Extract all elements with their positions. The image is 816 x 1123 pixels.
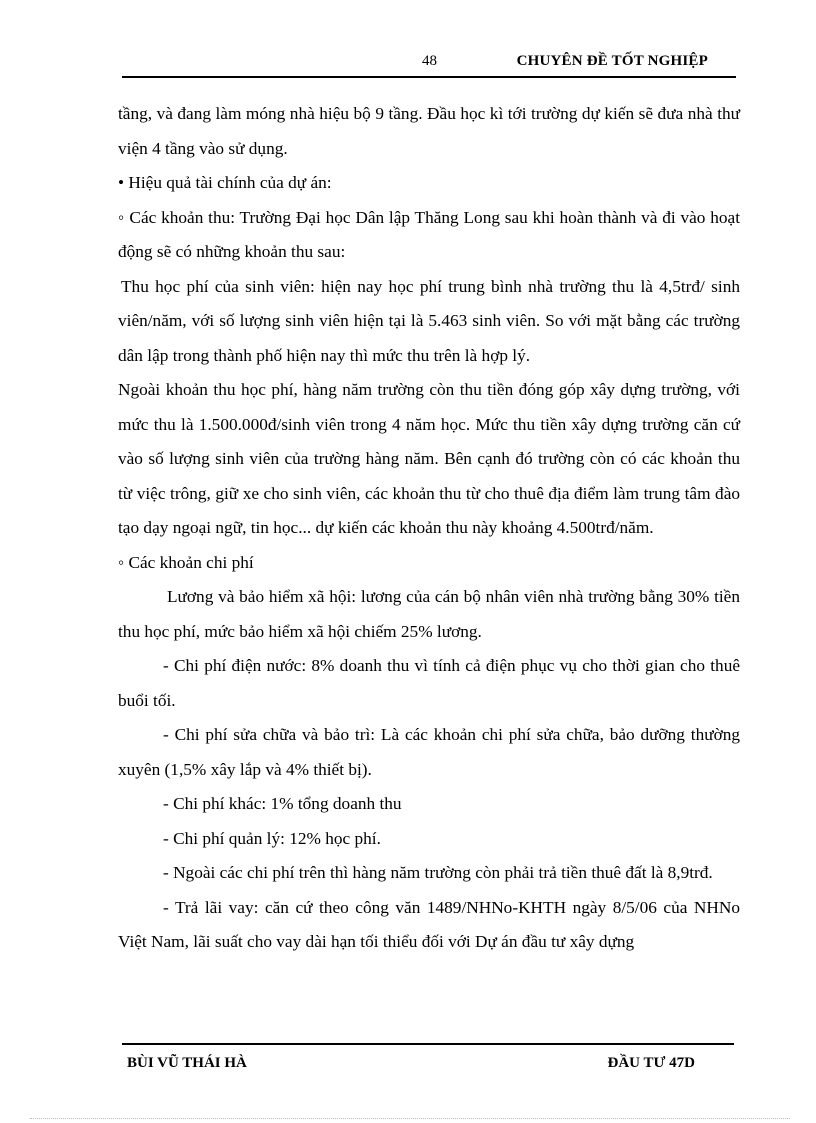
list-item: - Ngoài các chi phí trên thì hàng năm trường còn phải trả tiền thuê đất là 8,9trđ. bbox=[163, 863, 713, 882]
footer-rule bbox=[122, 1043, 734, 1045]
list-item: - Chi phí khác: 1% tổng doanh thu bbox=[163, 794, 402, 813]
paragraph: Ngoài khoản thu học phí, hàng năm trường còn thu tiền đóng góp xây dựng trường, với mức thu là 1.500.000đ/sinh viên trong 4 năm học. Mức thu tiền xây dựng trường căn cứ vào số lượng sinh viên của trường hàng năm. Bên cạnh đó trường còn có các khoản thu từ việc trông, giữ xe cho sinh viên, các khoản thu từ cho thuê địa điểm làm trung tâm đào tạo dạy ngoại ngữ, tin học... dự kiến các khoản thu này khoảng 4.500trđ/năm. bbox=[118, 380, 740, 537]
footer-class: ĐẦU TƯ 47D bbox=[607, 1055, 695, 1071]
section-heading: ◦ Các khoản chi phí bbox=[118, 552, 254, 572]
paragraph: Thu học phí của sinh viên: hiện nay học phí trung bình nhà trường thu là 4,5trđ/ sinh viên/năm, với số lượng sinh viên hiện tại là 5.463 sinh viên. So với mặt bằng các trường dân lập trong thành phố hiện nay thì mức thu trên là hợp lý. bbox=[118, 276, 740, 365]
page-number: 48 bbox=[422, 53, 437, 69]
page-edge bbox=[30, 1118, 790, 1119]
list-item: - Chi phí sửa chữa và bảo trì: Là các khoản chi phí sửa chữa, bảo dưỡng thường xuyên (1,5% xây lắp và 4% thiết bị). bbox=[118, 725, 740, 779]
header-title: CHUYÊN ĐỀ TỐT NGHIỆP bbox=[516, 53, 708, 69]
list-item: - Chi phí quản lý: 12% học phí. bbox=[163, 828, 381, 848]
paragraph: Lương và bảo hiểm xã hội: lương của cán bộ nhân viên nhà trường bằng 30% tiền thu học phí, mức bảo hiểm xã hội chiếm 25% lương. bbox=[118, 587, 740, 641]
document-body bbox=[118, 97, 740, 960]
list-item: - Trả lãi vay: căn cứ theo công văn 1489/NHNo-KHTH ngày 8/5/06 của NHNo Việt Nam, lãi suất cho vay dài hạn tối thiểu đối với Dự án đầu tư xây dựng bbox=[118, 897, 740, 951]
paragraph: tầng, và đang làm móng nhà hiệu bộ 9 tầng. Đầu học kì tới trường dự kiến sẽ đưa nhà thư viện 4 tầng vào sử dụng. bbox=[118, 104, 740, 158]
list-item: - Chi phí điện nước: 8% doanh thu vì tính cả điện phục vụ cho thời gian cho thuê buổi tối. bbox=[118, 656, 740, 710]
section-heading: • Hiệu quả tài chính của dự án: bbox=[118, 173, 332, 192]
footer-author: BÙI VŨ THÁI HÀ bbox=[127, 1055, 247, 1071]
paragraph: ◦ Các khoản thu: Trường Đại học Dân lập Thăng Long sau khi hoàn thành và đi vào hoạt động sẽ có những khoản thu sau: bbox=[118, 207, 740, 261]
page-header bbox=[122, 48, 736, 78]
